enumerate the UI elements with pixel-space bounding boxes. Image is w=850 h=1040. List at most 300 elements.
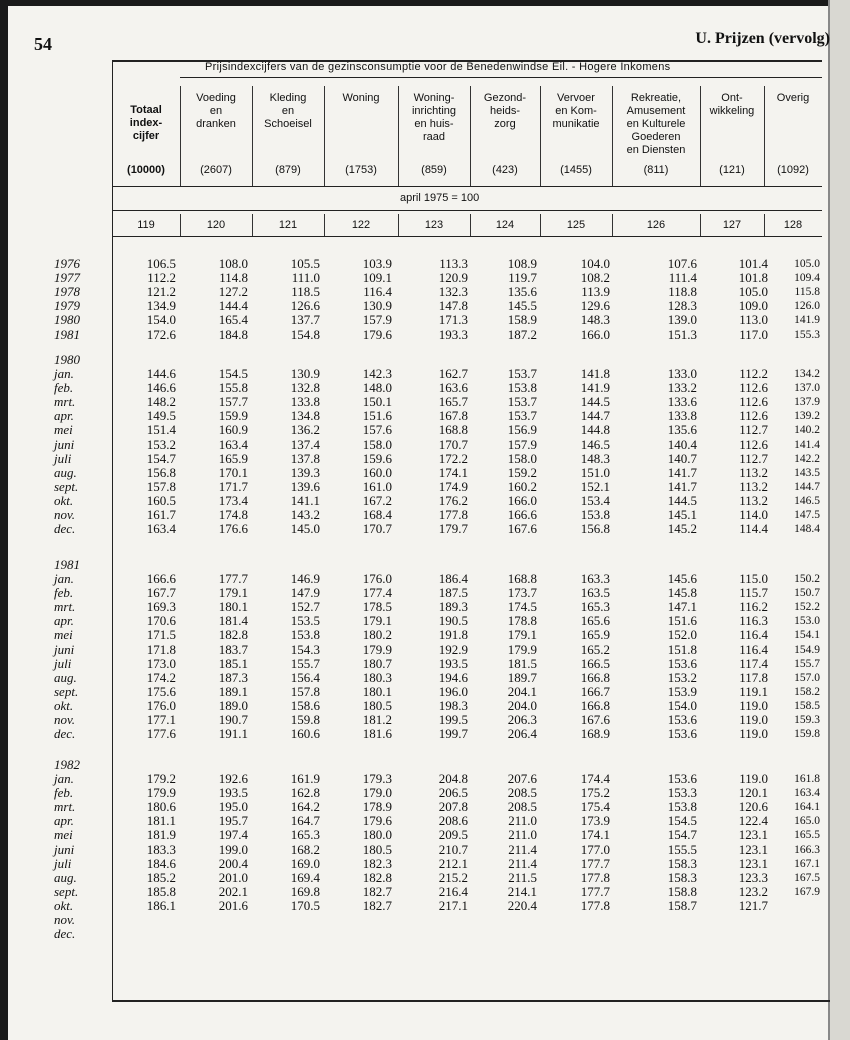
cell-value: 176.0 [362,571,392,586]
row-label: dec. [54,726,76,742]
row-label: 1977 [54,270,80,286]
cell-value: 150.2 [794,573,820,585]
column-weight: (2607) [200,164,232,176]
cell-value: 186.4 [438,571,468,586]
cell-value: 115.8 [794,286,820,299]
column-code: 121 [252,214,325,236]
cell-value: 134.8 [290,408,320,424]
base-rule [112,210,822,211]
column-name: Woning- inrichting en huis- raad [411,92,457,143]
cell-value: 167.5 [794,871,820,884]
cell-value: 148.2 [146,394,176,410]
cell-value: 211.4 [508,855,537,871]
row-label: sept. [54,883,79,899]
cell-value: 151.6 [362,408,392,424]
cell-value: 177.8 [580,869,610,885]
cell-value: 158.7 [667,897,697,913]
cell-value: 195.0 [218,799,248,815]
row-label: mrt. [54,799,76,815]
cell-value: 200.4 [218,855,248,871]
cell-value: 208.5 [507,799,537,815]
cell-value: 211.0 [508,827,537,843]
cell-value: 176.2 [438,492,468,508]
group-year-label: 1980 [54,352,80,367]
cell-value: 181.2 [362,712,392,727]
cell-value: 145.5 [507,298,537,314]
cell-value: 178.5 [362,599,392,615]
cell-value: 157.8 [290,683,320,699]
cell-value: 182.7 [362,897,392,913]
cell-value: 148.3 [580,312,610,328]
base-period: april 1975 = 100 [400,192,480,204]
cell-value: 119.0 [739,712,768,727]
cell-value: 137.8 [290,450,320,466]
cell-value: 154.5 [667,813,697,829]
cell-value: 137.7 [290,312,320,328]
cell-value: 162.7 [438,366,468,381]
cell-value: 126.0 [794,300,820,313]
cell-value: 127.2 [218,284,248,300]
cell-value: 153.0 [794,615,820,628]
cell-value: 134.9 [146,298,176,314]
column-header-6 [470,86,541,186]
cell-value: 177.8 [580,897,610,913]
row-label: juli [54,450,72,466]
cell-value: 170.5 [290,897,320,913]
cell-value: 151.0 [580,464,610,480]
cell-value: 179.3 [362,771,392,786]
cell-value: 206.5 [438,785,468,801]
cell-value: 105.5 [290,256,320,271]
cell-value: 171.5 [146,627,176,643]
cell-value: 154.1 [794,629,820,642]
cell-value: 145.6 [667,571,697,586]
cell-value: 153.9 [667,683,697,699]
cell-value: 135.6 [507,284,537,300]
cell-value: 109.4 [794,272,820,285]
cell-value: 161.0 [362,478,392,494]
cell-value: 164.2 [290,799,320,815]
cell-value: 147.8 [438,298,468,314]
cell-value: 120.6 [738,799,768,815]
cell-value: 181.4 [218,613,248,629]
cell-value: 174.2 [146,669,176,685]
cell-value: 154.0 [146,312,176,328]
cell-value: 145.2 [667,521,697,537]
cell-value: 157.0 [794,671,820,684]
cell-value: 183.7 [218,641,248,657]
table-title: Prijsindexcijfers van de gezinsconsumptie voor de Benedenwindse Eil. - Hogere Inkomens [205,61,671,73]
cell-value: 214.1 [507,883,537,899]
cell-value: 176.0 [146,697,176,713]
cell-value: 143.2 [290,507,320,522]
cell-value: 150.7 [794,587,820,600]
cell-value: 153.7 [507,408,537,424]
cell-value: 159.8 [794,728,820,741]
cell-value: 122.4 [738,813,768,829]
cell-value: 142.2 [794,452,820,465]
column-weight: (859) [421,164,447,176]
row-label: mei [54,627,73,643]
cell-value: 137.0 [794,382,820,395]
row-label: nov. [54,912,76,927]
cell-value: 177.8 [438,507,468,522]
cell-value: 168.8 [438,422,468,438]
cell-value: 103.9 [362,256,392,271]
group-year-label: 1981 [54,557,80,572]
cell-value: 191.1 [218,726,248,742]
cell-value: 149.5 [146,408,176,424]
cell-value: 141.7 [667,478,697,494]
cell-value: 112.2 [739,366,768,381]
cell-value: 196.0 [438,683,468,699]
cell-value: 108.2 [580,270,610,286]
cell-value: 177.4 [362,585,392,601]
cell-value: 132.3 [438,284,468,300]
cell-value: 117.0 [739,326,768,342]
cell-value: 172.6 [146,326,176,342]
cell-value: 142.3 [362,366,392,381]
row-label: sept. [54,683,79,699]
cell-value: 181.6 [362,726,392,742]
cell-value: 191.8 [438,627,468,643]
cell-value: 154.7 [667,827,697,843]
cell-value: 206.4 [507,726,537,742]
cell-value: 178.9 [362,799,392,815]
cell-value: 192.6 [218,771,248,786]
cell-value: 161.9 [290,771,320,786]
cell-value: 212.1 [438,855,468,871]
cell-value: 185.2 [146,869,176,885]
cell-value: 170.7 [362,521,392,537]
cell-value: 116.4 [363,284,392,300]
cell-value: 158.6 [290,697,320,713]
cell-value: 156.8 [580,521,610,537]
cell-value: 152.0 [667,627,697,643]
cell-value: 168.8 [507,571,537,586]
cell-value: 167.9 [794,885,820,898]
cell-value: 169.8 [290,883,320,899]
cell-value: 112.6 [739,394,768,410]
cell-value: 106.5 [146,256,176,271]
cell-value: 155.7 [794,657,820,670]
cell-value: 167.1 [794,857,820,870]
cell-value: 146.9 [290,571,320,586]
cell-value: 171.8 [146,641,176,657]
cell-value: 152.1 [580,478,610,494]
cell-value: 162.8 [290,785,320,801]
cell-value: 160.6 [290,726,320,742]
cell-value: 199.0 [218,841,248,857]
cell-value: 160.0 [362,464,392,480]
cell-value: 182.3 [362,855,392,871]
row-label: juli [54,655,72,671]
column-code: 128 [783,219,803,231]
cell-value: 141.8 [580,366,610,381]
cell-value: 172.2 [438,450,468,466]
cell-value: 163.4 [218,436,248,452]
cell-value: 167.7 [146,585,176,601]
cell-value: 180.1 [362,683,392,699]
column-header-7 [540,86,613,186]
cell-value: 181.9 [146,827,176,843]
cell-value: 153.5 [290,613,320,629]
cell-value: 210.7 [438,841,468,857]
cell-value: 189.0 [218,697,248,713]
cell-value: 179.9 [146,785,176,801]
cell-value: 170.6 [146,613,176,629]
cell-value: 180.2 [362,627,392,643]
row-label: 1976 [54,256,80,271]
cell-value: 165.3 [580,599,610,615]
cell-value: 166.6 [507,507,537,522]
cell-value: 181.1 [146,813,176,829]
cell-value: 161.8 [794,773,820,785]
cell-value: 153.6 [667,726,697,742]
cell-value: 157.8 [146,478,176,494]
cell-value: 154.7 [146,450,176,466]
row-label: feb. [54,785,74,801]
cell-value: 174.1 [580,827,610,843]
row-label: aug. [54,464,77,480]
cell-value: 104.0 [580,256,610,271]
cell-value: 144.7 [580,408,610,424]
cell-value: 170.1 [218,464,248,480]
row-label: nov. [54,507,76,522]
cell-value: 177.7 [580,855,610,871]
cell-value: 190.7 [218,712,248,727]
column-header-8 [612,86,701,186]
cell-value: 170.7 [438,436,468,452]
column-name: Overig [776,92,810,104]
cell-value: 141.9 [580,380,610,396]
cell-value: 147.9 [290,585,320,601]
cell-value: 145.1 [667,507,697,522]
cell-value: 179.1 [507,627,537,643]
row-label: jan. [54,366,74,381]
cell-value: 146.6 [146,380,176,396]
cell-value: 163.5 [580,585,610,601]
cell-value: 153.8 [290,627,320,643]
cell-value: 194.6 [438,669,468,685]
cell-value: 169.0 [290,855,320,871]
cell-value: 187.3 [218,669,248,685]
cell-value: 179.6 [362,326,392,342]
cell-value: 208.6 [438,813,468,829]
header-rule [112,186,822,187]
cell-value: 166.3 [794,843,820,856]
cell-value: 156.4 [290,669,320,685]
cell-value: 157.9 [362,312,392,328]
cell-value: 133.8 [290,394,320,410]
cell-value: 180.7 [362,655,392,671]
cell-value: 173.9 [580,813,610,829]
cell-value: 173.7 [507,585,537,601]
cell-value: 195.7 [218,813,248,829]
cell-value: 144.8 [580,422,610,438]
cell-value: 204.0 [507,697,537,713]
cell-value: 123.1 [738,855,768,871]
cell-value: 144.6 [146,366,176,381]
cell-value: 180.0 [362,827,392,843]
cell-value: 151.4 [146,422,176,438]
cell-value: 141.9 [794,314,820,327]
cell-value: 137.4 [290,436,320,452]
column-name: Gezond- heids- zorg [483,92,527,130]
cell-value: 169.3 [146,599,176,615]
cell-value: 199.7 [438,726,468,742]
cell-value: 163.4 [794,787,820,800]
cell-value: 204.8 [438,771,468,786]
cell-value: 123.1 [738,827,768,843]
cell-value: 143.5 [794,466,820,479]
cell-value: 153.6 [667,712,697,727]
cell-value: 177.6 [146,726,176,742]
column-name: Kleding en Schoeisel [264,92,312,130]
cell-value: 156.8 [146,464,176,480]
table-bottom-rule [112,1000,830,1002]
cell-value: 145.0 [290,521,320,537]
cell-value: 165.9 [218,450,248,466]
cell-value: 112.7 [739,450,768,466]
next-page-edge [828,0,850,1040]
cell-value: 153.7 [507,366,537,381]
row-label: mrt. [54,599,76,615]
cell-value: 165.0 [794,815,820,828]
column-header-2 [180,86,253,186]
row-label: apr. [54,613,74,629]
cell-value: 184.6 [146,855,176,871]
cell-value: 113.3 [439,256,468,271]
cell-value: 168.2 [290,841,320,857]
cell-value: 193.5 [438,655,468,671]
cell-value: 128.3 [667,298,697,314]
section-title: U. Prijzen (vervolg) [695,30,830,47]
cell-value: 115.7 [739,585,768,601]
cell-value: 160.2 [507,478,537,494]
cell-value: 111.0 [291,270,320,286]
cell-value: 165.4 [218,312,248,328]
cell-value: 178.8 [507,613,537,629]
cell-value: 180.1 [218,599,248,615]
cell-value: 112.6 [739,380,768,396]
cell-value: 168.4 [362,507,392,522]
row-label: aug. [54,669,77,685]
row-label: apr. [54,408,74,424]
cell-value: 207.8 [438,799,468,815]
column-name: Vervoer en Kom- munikatie [552,92,600,130]
cell-value: 118.8 [668,284,697,300]
cell-value: 211.0 [508,813,537,829]
cell-value: 141.4 [794,438,820,451]
cell-value: 157.9 [507,436,537,452]
cell-value: 179.7 [438,521,468,537]
cell-value: 189.7 [507,669,537,685]
cell-value: 164.1 [794,801,820,814]
cell-value: 166.6 [146,571,176,586]
cell-value: 159.6 [362,450,392,466]
cell-value: 146.5 [794,494,820,507]
cell-value: 155.5 [667,841,697,857]
cell-value: 179.2 [146,771,176,786]
codes-rule [112,236,822,237]
cell-value: 109.1 [362,270,392,286]
row-label: apr. [54,813,74,829]
cell-value: 147.1 [667,599,697,615]
cell-value: 117.4 [739,655,768,671]
cell-value: 167.6 [580,712,610,727]
row-label: sept. [54,478,79,494]
cell-value: 193.3 [438,326,468,342]
cell-value: 133.8 [667,408,697,424]
cell-value: 165.3 [290,827,320,843]
cell-value: 183.3 [146,841,176,857]
cell-value: 184.8 [218,326,248,342]
cell-value: 185.8 [146,883,176,899]
cell-value: 133.6 [667,394,697,410]
row-label: 1980 [54,312,80,328]
cell-value: 109.0 [738,298,768,314]
column-code: 127 [700,214,765,236]
cell-value: 108.9 [507,256,537,271]
cell-value: 167.6 [507,521,537,537]
cell-value: 174.9 [438,478,468,494]
cell-value: 136.2 [290,422,320,438]
cell-value: 187.2 [507,326,537,342]
cell-value: 148.3 [580,450,610,466]
cell-value: 199.5 [438,712,468,727]
cell-value: 114.4 [739,521,768,537]
cell-value: 175.4 [580,799,610,815]
cell-value: 119.0 [739,771,768,786]
column-weight: (879) [275,164,301,176]
cell-value: 180.3 [362,669,392,685]
cell-value: 211.5 [508,869,537,885]
cell-value: 154.5 [218,366,248,381]
cell-value: 153.8 [580,507,610,522]
row-label: 1981 [54,326,80,342]
cell-value: 167.2 [362,492,392,508]
cell-value: 113.2 [739,492,768,508]
cell-value: 134.2 [794,368,820,380]
cell-value: 159.3 [794,714,820,726]
cell-value: 112.7 [739,422,768,438]
cell-value: 158.3 [667,855,697,871]
cell-value: 158.0 [507,450,537,466]
title-rule [180,77,822,78]
cell-value: 185.1 [218,655,248,671]
row-label: 1979 [54,298,80,314]
cell-value: 116.3 [739,613,768,629]
row-label: nov. [54,712,76,727]
cell-value: 135.6 [667,422,697,438]
cell-value: 154.8 [290,326,320,342]
cell-value: 116.4 [739,641,768,657]
cell-value: 201.6 [218,897,248,913]
cell-value: 141.7 [667,464,697,480]
cell-value: 152.2 [794,601,820,614]
cell-value: 179.1 [218,585,248,601]
cell-value: 147.5 [794,509,820,521]
cell-value: 171.7 [218,478,248,494]
cell-value: 165.9 [580,627,610,643]
cell-value: 155.8 [218,380,248,396]
cell-value: 186.1 [146,897,176,913]
column-code: 124 [470,214,541,236]
row-label: dec. [54,926,76,942]
cell-value: 215.2 [438,869,468,885]
cell-value: 174.1 [438,464,468,480]
